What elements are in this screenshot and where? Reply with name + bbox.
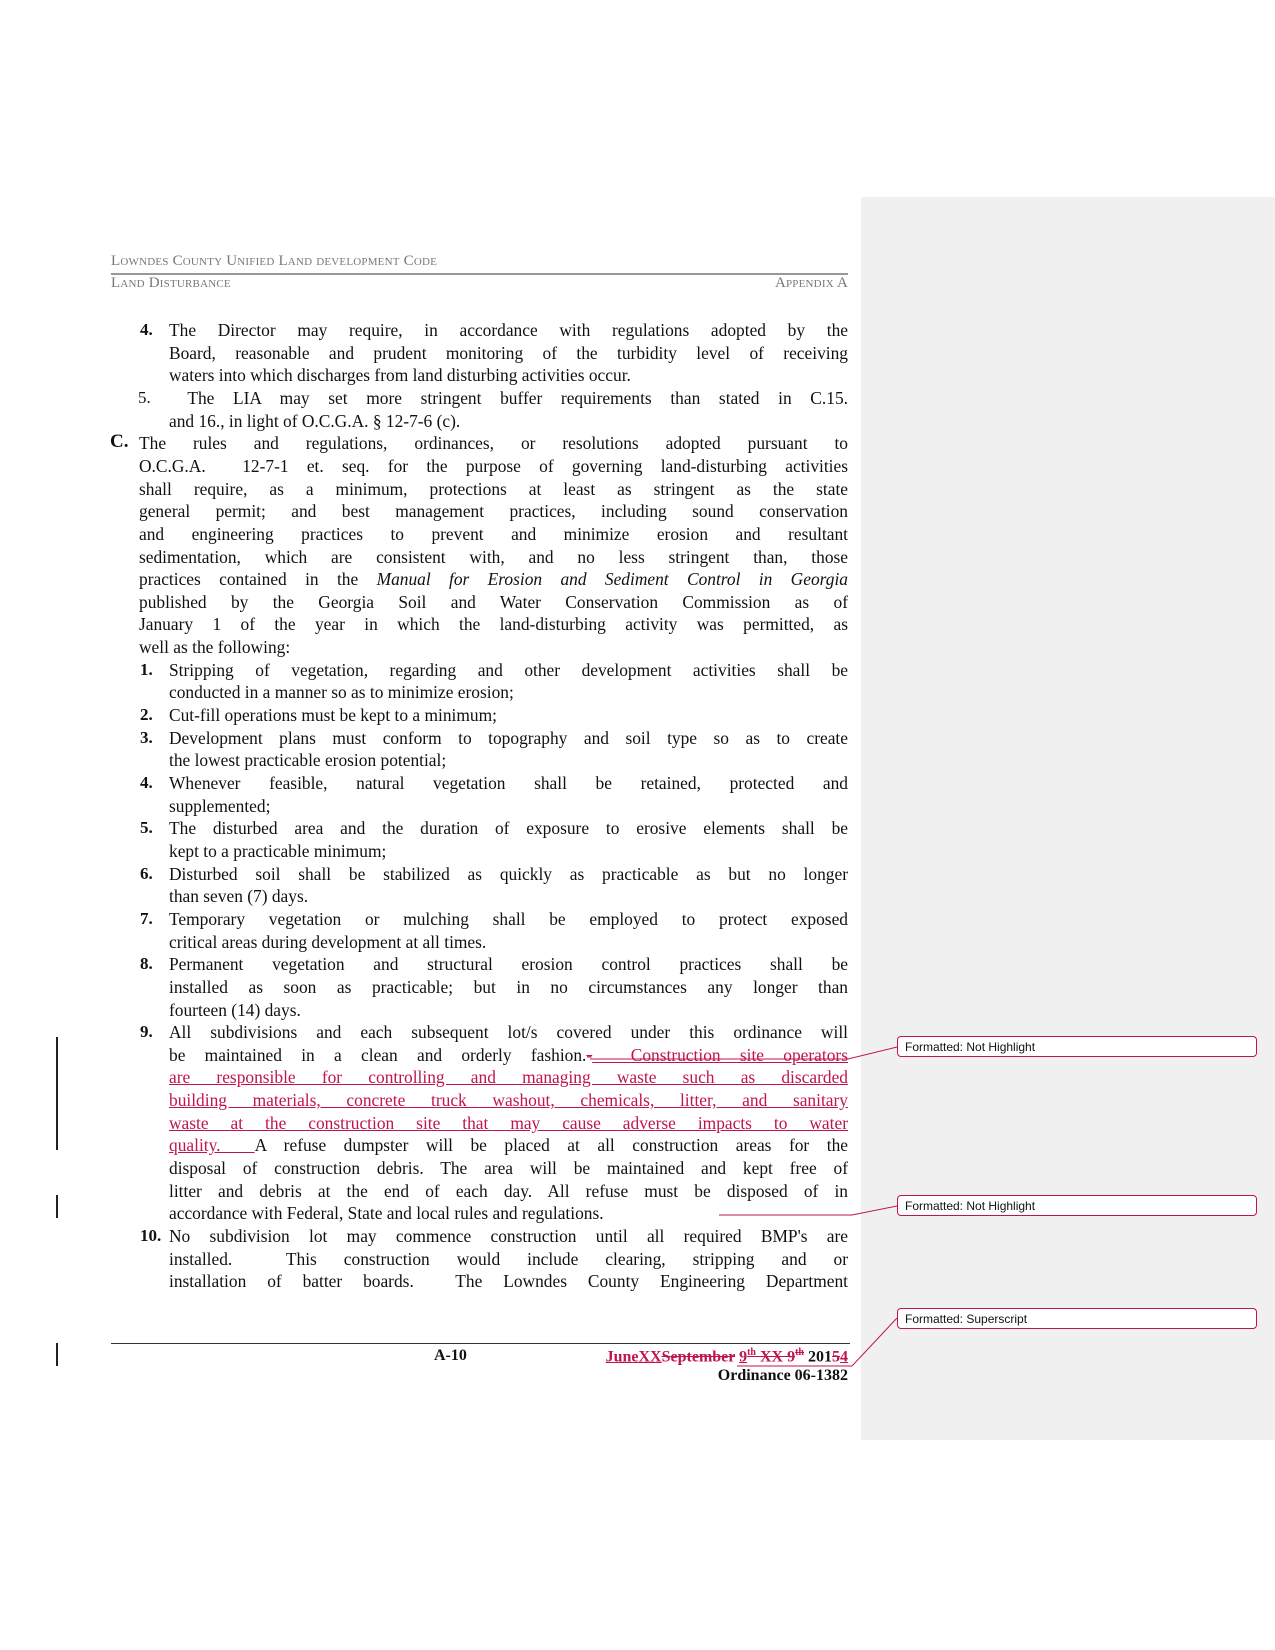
inserted-text: building materials, concrete truck washout, chemicals, litter, and sanitary	[169, 1090, 848, 1111]
text-line: general permit; and best management practices, including sound conservation	[139, 501, 848, 522]
inserted-text: waste at the construction site that may cause adverse impacts to water	[169, 1112, 848, 1133]
list-number: 4.	[140, 773, 153, 792]
list-number: 10.	[140, 1226, 162, 1245]
inserted-text: Construction site operators	[592, 1044, 848, 1065]
text-line: The Director may require, in accordance with regulations adopted by the	[169, 320, 848, 340]
italic-title: Manual for Erosion and Sediment Control in Georgia	[376, 569, 849, 590]
text-line: accordance with Federal, State and local rules and regulations.	[169, 1203, 604, 1224]
inserted-text: are responsible for controlling and managing waste such as discarded	[169, 1067, 848, 1088]
text-line: Board, reasonable and prudent monitoring of the turbidity level of receiving	[169, 342, 848, 363]
list-number: 9.	[140, 1022, 153, 1042]
list-number: 5.	[138, 387, 151, 407]
text-line: well as the following:	[139, 637, 291, 658]
deleted-text: September	[661, 1348, 736, 1366]
list-number: 4.	[140, 320, 153, 339]
text-line: disposal of construction debris. The area will be maintained and kept free of	[169, 1158, 848, 1179]
text-line: Development plans must conform to topography and soil type so as to create	[169, 727, 848, 748]
text-line: Stripping of vegetation, regarding and other development activities shall be	[169, 659, 848, 680]
list-number: 1.	[140, 659, 153, 679]
inserted-text: th	[747, 1347, 756, 1358]
text-line: The rules and regulations, ordinances, or resolutions adopted pursuant to	[139, 433, 848, 454]
text-line: All subdivisions and each subsequent lot/s covered under this ordinance will	[169, 1022, 848, 1043]
text-line: the lowest practicable erosion potential;	[169, 750, 447, 771]
inserted-text: 9	[739, 1348, 748, 1366]
text-line: January 1 of the year in which the land-disturbing activity was permitted, as	[139, 614, 848, 635]
header-title: Lowndes County Unified Land development Code	[111, 253, 438, 269]
text-line: installed as soon as practicable; but in no circumstances any longer than	[169, 976, 848, 997]
text-line: Temporary vegetation or mulching shall be employed to protect exposed	[169, 908, 848, 929]
text-line: sedimentation, which are consistent with, and no less stringent than, those	[139, 546, 848, 567]
text-line: Permanent vegetation and structural erosion control practices shall be	[169, 954, 848, 975]
text-line: shall require, as a minimum, protections at least as stringent as the state	[139, 478, 848, 499]
deleted-text: XX 9	[755, 1348, 796, 1366]
header-appendix: Appendix A	[774, 275, 848, 291]
text-line: The LIA may set more stringent buffer requirements than stated in C.15.	[169, 387, 848, 408]
text-line: litter and debris at the end of each day. All refuse must be disposed of in	[169, 1180, 848, 1201]
text-line: installed. This construction would include clearing, stripping and or	[169, 1248, 848, 1269]
deleted-text: 5	[832, 1348, 840, 1366]
text-run: practices contained in the	[139, 569, 377, 590]
text-run: be maintained in a clean and orderly fashion.	[169, 1044, 587, 1065]
footer-ordinance: Ordinance 06-1382	[717, 1367, 848, 1384]
inserted-text: 4	[840, 1348, 848, 1366]
text-line: No subdivision lot may commence construction until all required BMP's are	[169, 1226, 848, 1246]
footer-rule	[111, 1343, 850, 1344]
text-line: published by the Georgia Soil and Water Conservation Commission as of	[139, 591, 848, 612]
comment-balloon[interactable]: Formatted: Not Highlight	[897, 1036, 1257, 1057]
connector-line	[719, 1206, 897, 1215]
text-line: The disturbed area and the duration of exposure to erosive elements shall be	[169, 818, 848, 839]
deleted-text: -	[586, 1044, 593, 1065]
text-line: fourteen (14) days.	[169, 999, 301, 1020]
text-run: 201	[804, 1348, 832, 1366]
list-number: 6.	[140, 863, 153, 883]
list-number: 5.	[140, 818, 153, 838]
text-run: A refuse dumpster will be placed at all construction areas for the	[254, 1135, 848, 1156]
footer-page-number: A-10	[434, 1347, 467, 1364]
connector-line	[590, 1047, 897, 1059]
text-line: Disturbed soil shall be stabilized as quickly as practicable as but no longer	[169, 863, 848, 884]
comment-balloon[interactable]: Formatted: Not Highlight	[897, 1195, 1257, 1216]
text-line: conducted in a manner so as to minimize erosion;	[169, 682, 514, 703]
text-line: than seven (7) days.	[169, 886, 309, 907]
list-number: 7.	[140, 908, 153, 928]
text-line: Whenever feasible, natural vegetation shall be retained, protected and	[169, 773, 848, 793]
list-number: 8.	[140, 954, 153, 974]
text-line: supplemented;	[169, 795, 271, 816]
inserted-text: quality.	[169, 1135, 255, 1156]
footer-date	[606, 1347, 848, 1366]
text-line: waters into which discharges from land disturbing activities occur.	[169, 365, 631, 386]
header-section: Land Disturbance	[111, 275, 231, 291]
text-line: Cut-fill operations must be kept to a minimum;	[169, 705, 497, 726]
list-number: C.	[110, 431, 129, 453]
inserted-text: JuneXX	[605, 1348, 662, 1366]
list-number: 2.	[140, 705, 153, 725]
text-line: installation of batter boards. The Lowndes County Engineering Department	[169, 1271, 848, 1292]
text-line: and engineering practices to prevent and minimize erosion and resultant	[139, 523, 848, 544]
text-line: O.C.G.A. 12-7-1 et. seq. for the purpose of governing land-disturbing activities	[139, 455, 848, 476]
text-line: and 16., in light of O.C.G.A. § 12-7-6 (c).	[169, 410, 461, 431]
comment-balloon[interactable]: Formatted: Superscript	[897, 1308, 1257, 1329]
text-line: kept to a practicable minimum;	[169, 840, 387, 861]
text-line: critical areas during development at all times.	[169, 931, 487, 952]
deleted-text: th	[795, 1347, 804, 1358]
list-number: 3.	[140, 727, 153, 747]
